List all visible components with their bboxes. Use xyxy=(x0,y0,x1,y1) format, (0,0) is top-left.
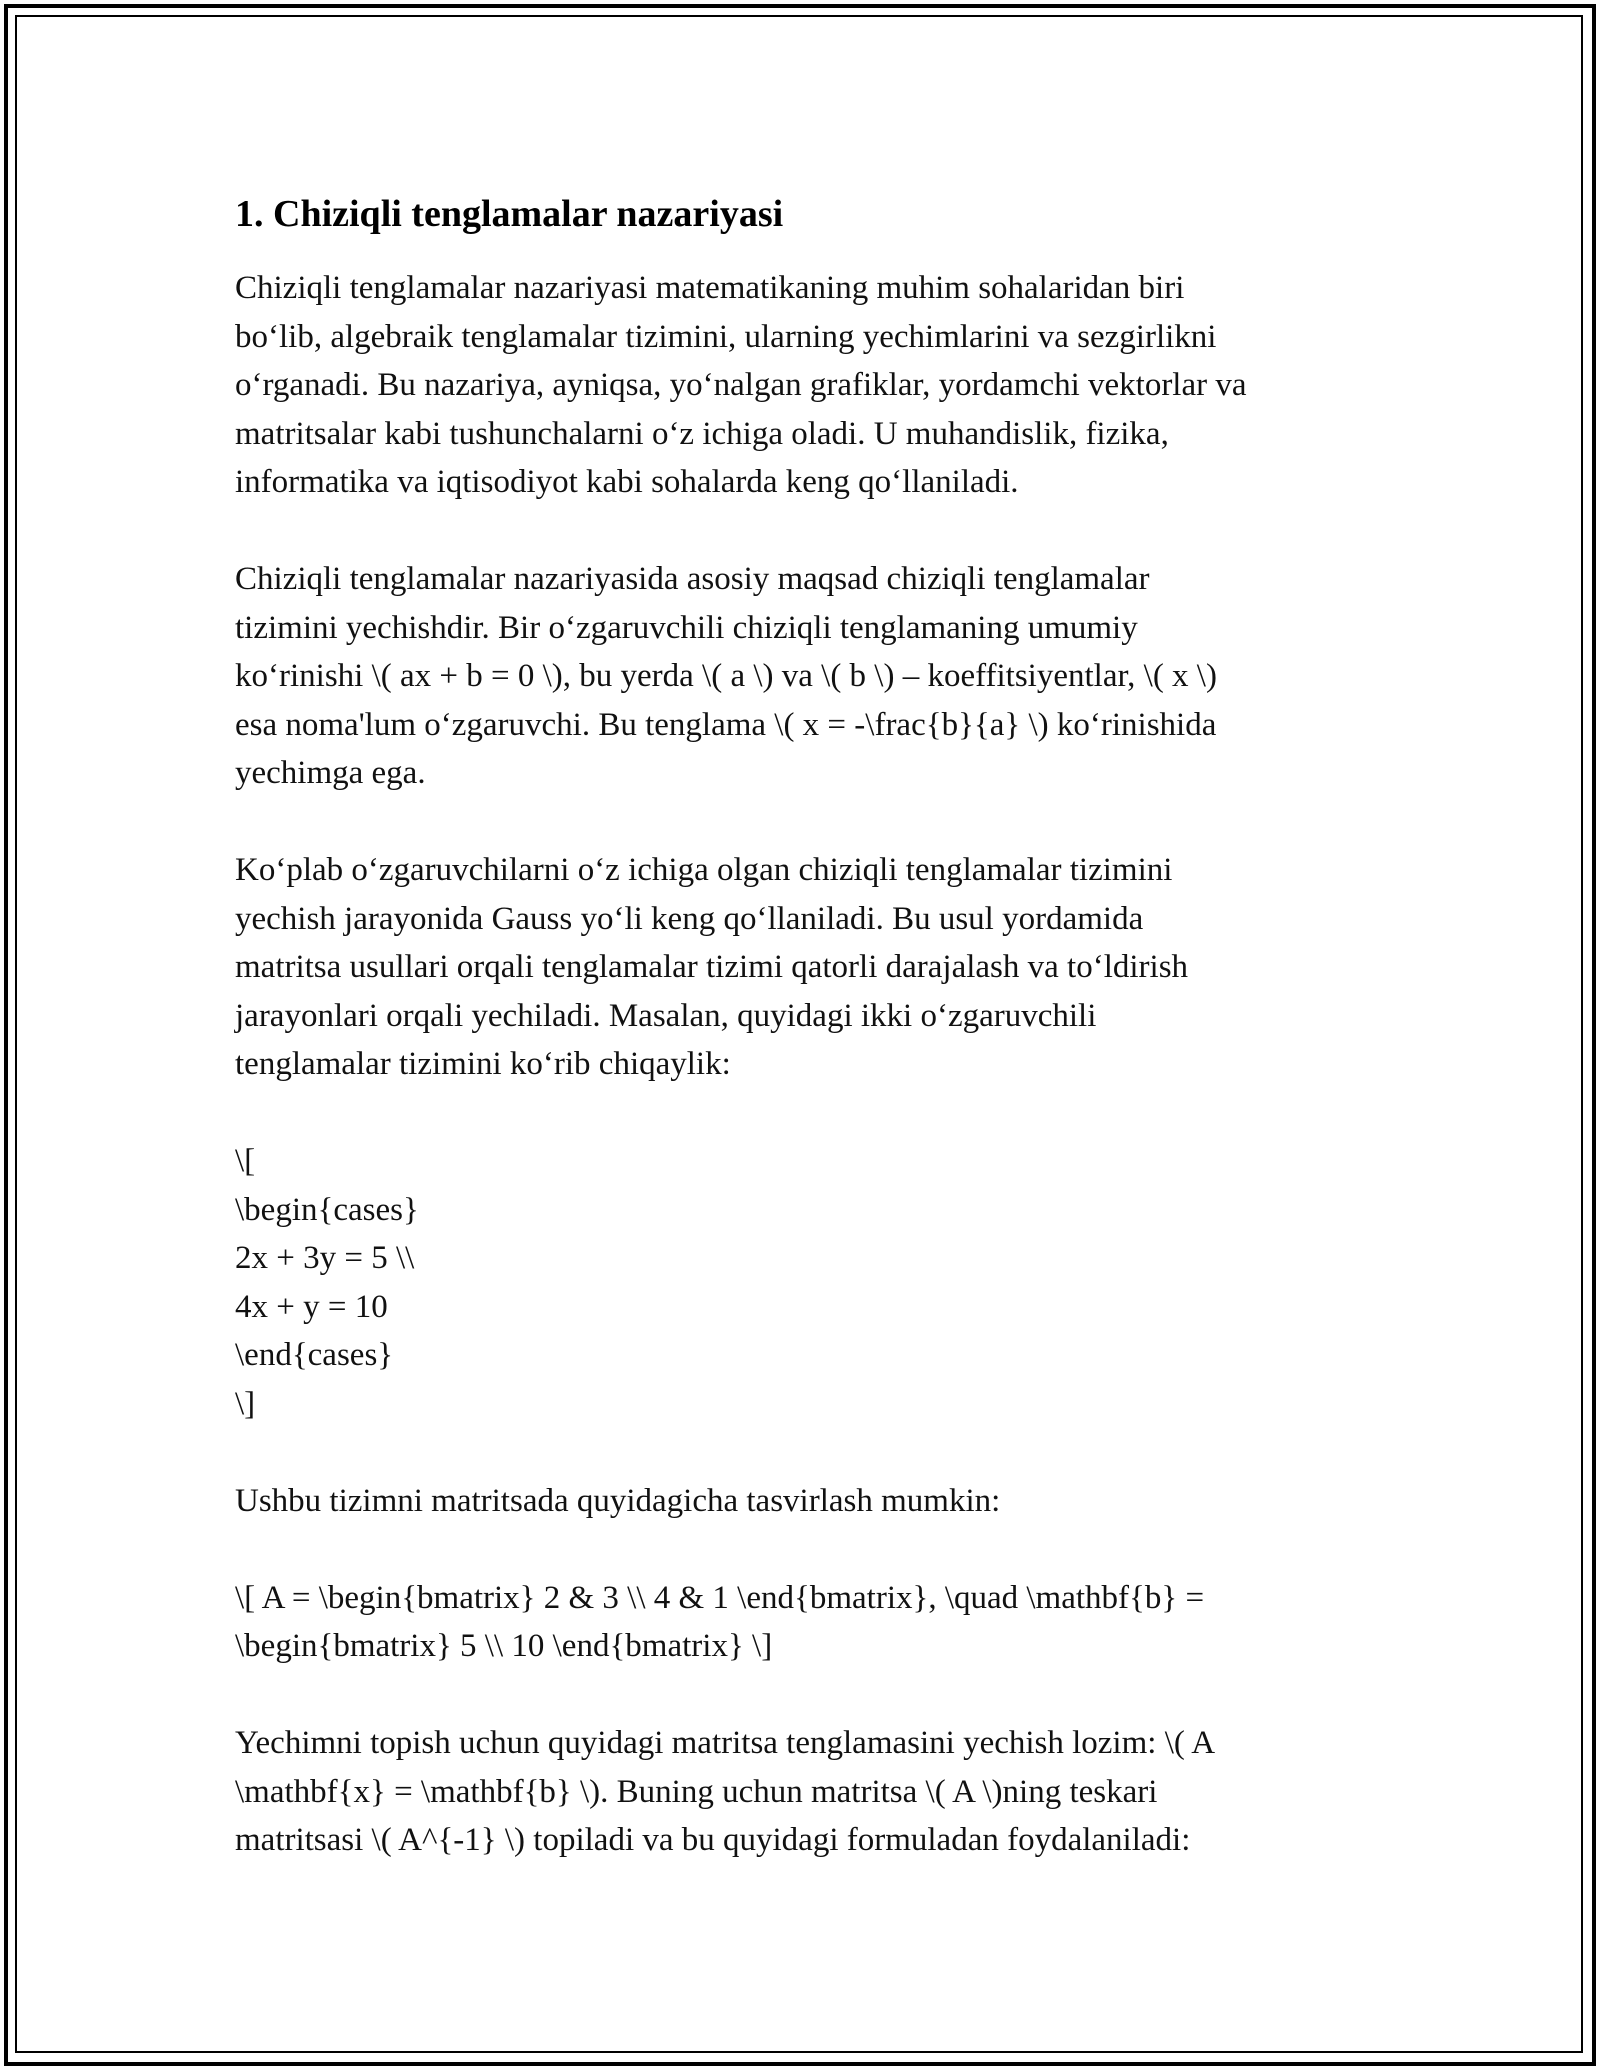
paragraph-intro: Chiziqli tenglamalar nazariyasi matematikaning muhim sohalaridan biri bo‘lib, algebraik tenglamalar tizimini, ularning yechimlarini va sezgirlikni o‘rganadi. Bu nazariya, ayniqsa, yo‘nalgan grafiklar, yordamchi vektorlar va matritsalar kabi tushunchalarni o‘z ichiga oladi. U muhandislik, fizika, informatika va iqtisodiyot kabi sohalarda keng qo‘llaniladi. xyxy=(235,270,1247,500)
paragraph-solution: Yechimni topish uchun quyidagi matritsa tenglamasini yechish lozim: \( A \mathbf{x} = \mathbf{b} \). Buning uchun matritsa \( A \)ning teskari matritsasi \( A^{-1} \) topiladi va bu quyidagi formuladan foydalaniladi: xyxy=(235,1725,1216,1858)
paragraph-linear-equation: Chiziqli tenglamalar nazariyasida asosiy maqsad chiziqli tenglamalar tizimini yechishdir. Bir o‘zgaruvchili chiziqli tenglamaning umumiy ko‘rinishi \( ax + b = 0 \), bu yerda \( a \) va \( b \) – koeffitsiyentlar, \( x \) esa noma'lum o‘zgaruvchi. Bu tenglama \( x = -\frac{b}{a} \) ko‘rinishida yechimga ega. xyxy=(235,561,1217,791)
paragraph-matrix-intro: Ushbu tizimni matritsada quyidagicha tasvirlash mumkin: xyxy=(235,1482,1001,1519)
document-body xyxy=(235,186,1375,1865)
equation-system-block: \[ \begin{cases} 2x + 3y = 5 \\ 4x + y = 10 \end{cases} \] xyxy=(235,1143,419,1422)
section-heading: 1. Chiziqli tenglamalar nazariyasi xyxy=(235,193,784,235)
matrix-definition-block: \[ A = \begin{bmatrix} 2 & 3 \\ 4 & 1 \end{bmatrix}, \quad \mathbf{b} = \begin{bmatrix} 5 \\ 10 \end{bmatrix} \] xyxy=(235,1579,1205,1664)
paragraph-gauss-method: Ko‘plab o‘zgaruvchilarni o‘z ichiga olgan chiziqli tenglamalar tizimini yechish jarayonida Gauss yo‘li keng qo‘llaniladi. Bu usul yordamida matritsa usullari orqali tenglamalar tizimi qatorli darajalash va to‘ldirish jarayonlari orqali yechiladi. Masalan, quyidagi ikki o‘zgaruvchili tenglamalar tizimini ko‘rib chiqaylik: xyxy=(235,852,1189,1082)
